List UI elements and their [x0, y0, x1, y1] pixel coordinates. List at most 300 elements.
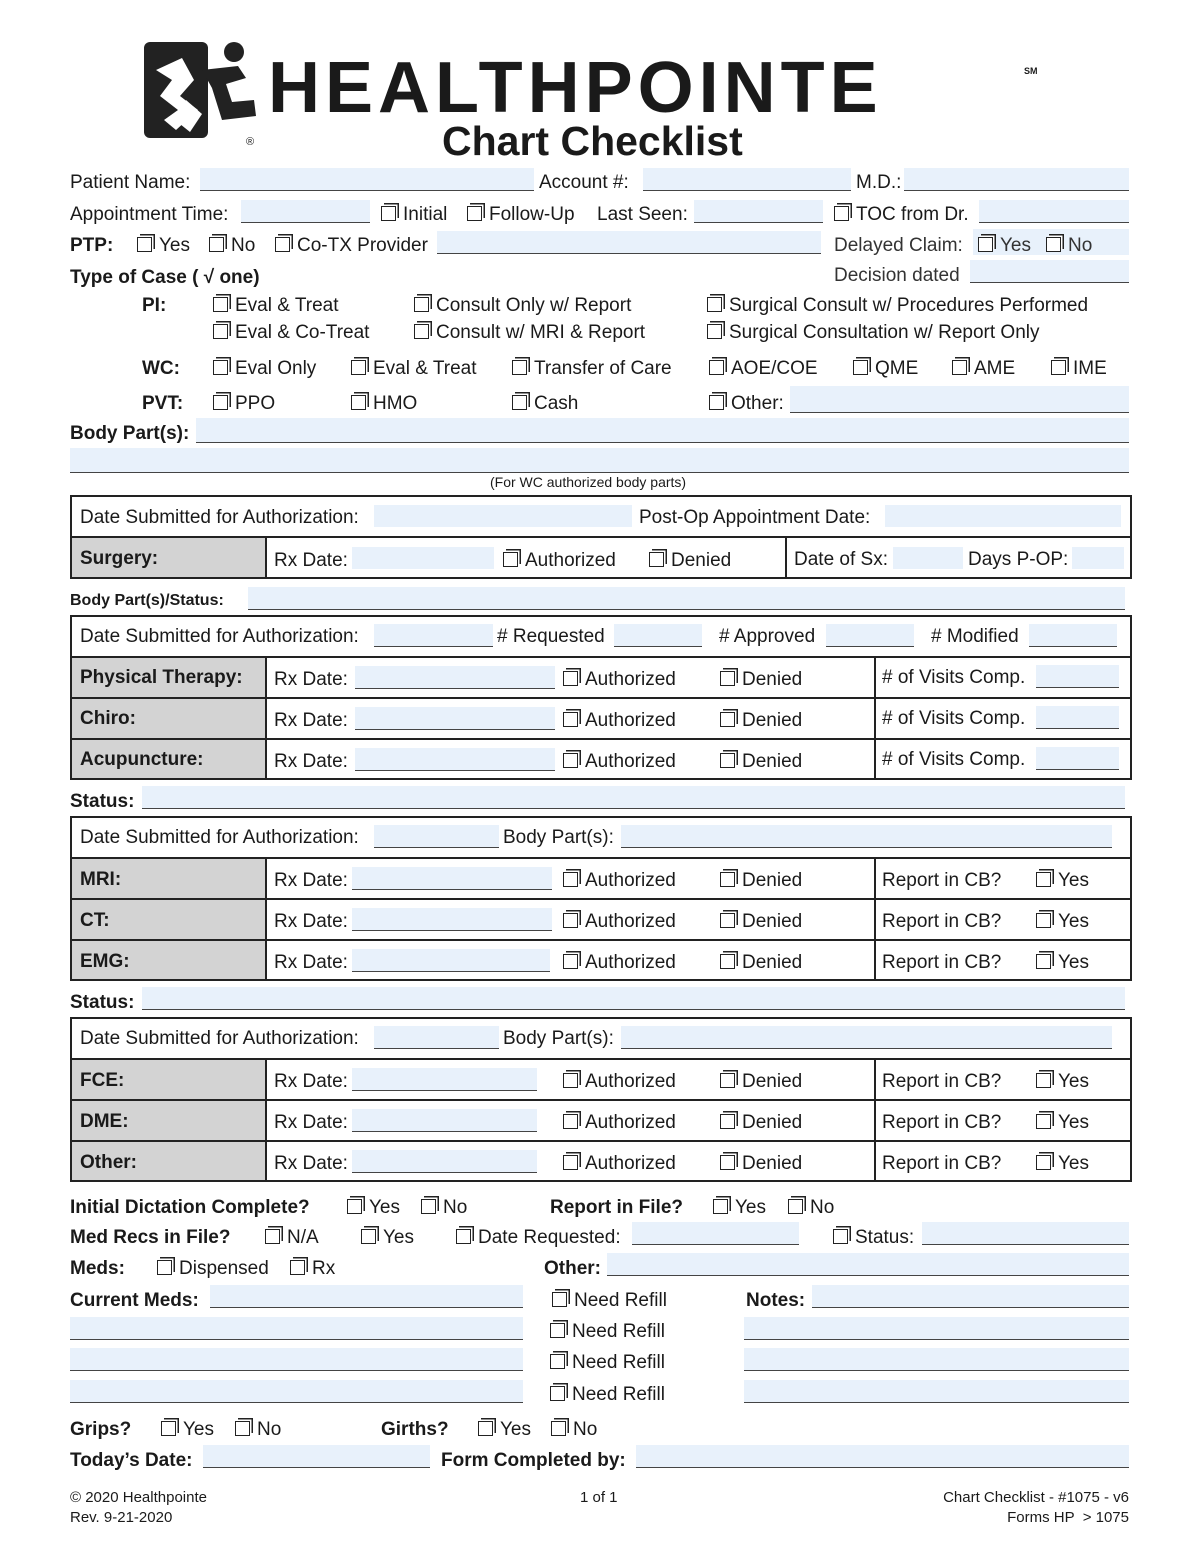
last-seen-label: Last Seen:	[597, 204, 688, 225]
option-label: Authorized	[585, 911, 676, 932]
option-label: Denied	[742, 1112, 803, 1133]
pt-rx-date-field[interactable]	[355, 666, 555, 689]
toc-label: TOC from Dr.	[856, 204, 969, 225]
checkbox-icon	[512, 395, 527, 410]
other-body-parts-field[interactable]	[621, 1026, 1112, 1049]
imaging-body-parts-field[interactable]	[621, 825, 1112, 848]
rx-date-label: Rx Date:	[274, 1153, 348, 1174]
option-label: Denied	[742, 870, 803, 891]
option-label: Yes	[1058, 870, 1089, 891]
mri-rx-date-field[interactable]	[352, 867, 552, 890]
wc-eval-only-checkbox[interactable]	[213, 358, 316, 380]
option-label: Eval & Co-Treat	[235, 322, 370, 343]
acu-authorized-checkbox[interactable]	[563, 751, 676, 773]
no-label: No	[1068, 235, 1093, 256]
option-label: Dispensed	[179, 1258, 269, 1279]
option-label: Yes	[1058, 952, 1089, 973]
option-label: Consult Only w/ Report	[436, 295, 632, 316]
current-meds-field-4[interactable]	[70, 1380, 523, 1403]
therapy-date-submitted-field[interactable]	[374, 624, 493, 647]
option-label: Eval Only	[235, 358, 317, 379]
patient-name-field[interactable]	[200, 168, 534, 191]
option-label: Authorized	[525, 550, 616, 571]
divider	[265, 537, 267, 578]
fce-label: FCE:	[80, 1070, 125, 1091]
page-title: Chart Checklist	[442, 118, 743, 164]
rx-date-label: Rx Date:	[274, 911, 348, 932]
need-refill-checkbox-3[interactable]	[550, 1352, 665, 1374]
body-parts-note: (For WC authorized body parts)	[490, 474, 687, 490]
checkbox-icon	[707, 297, 722, 312]
checkbox-icon	[720, 872, 735, 887]
dme-report-label: Report in CB?	[882, 1112, 1002, 1133]
checkbox-icon	[137, 237, 152, 252]
other-denied-checkbox[interactable]	[720, 1153, 802, 1175]
checkbox-icon	[552, 1292, 567, 1307]
checkbox-icon	[563, 913, 578, 928]
checkbox-icon	[478, 1421, 493, 1436]
need-refill-checkbox-2[interactable]	[550, 1321, 665, 1343]
days-pop-label: Days P-OP:	[968, 549, 1069, 570]
pvt-cash-checkbox[interactable]	[512, 393, 578, 415]
notes-field-2[interactable]	[744, 1317, 1129, 1340]
option-label: Consult w/ MRI & Report	[436, 322, 646, 343]
need-refill-checkbox-4[interactable]	[550, 1384, 665, 1406]
wc-qme-checkbox[interactable]	[853, 358, 918, 380]
initial-dictation-label: Initial Dictation Complete?	[70, 1197, 310, 1218]
checkbox-icon	[563, 753, 578, 768]
appointment-time-label: Appointment Time:	[70, 204, 229, 225]
checkbox-icon	[720, 1073, 735, 1088]
option-label: Denied	[742, 669, 803, 690]
checkbox-icon	[707, 324, 722, 339]
decision-dated-field[interactable]	[970, 260, 1129, 283]
girths-no-checkbox[interactable]	[551, 1419, 597, 1441]
form-completed-label: Form Completed by:	[441, 1450, 626, 1471]
yes-label: Yes	[1000, 235, 1031, 256]
imaging-date-submitted-label: Date Submitted for Authorization:	[80, 827, 359, 848]
wc-eval-treat-checkbox[interactable]	[351, 358, 477, 380]
rx-date-label: Rx Date:	[274, 710, 348, 731]
pi-eval-cotreat-checkbox[interactable]	[213, 322, 369, 344]
girths-yes-checkbox[interactable]	[478, 1419, 531, 1441]
option-label: No	[443, 1197, 468, 1218]
checkbox-icon	[952, 360, 967, 375]
fce-report-yes-checkbox[interactable]	[1036, 1071, 1089, 1093]
checkbox-icon	[551, 1421, 566, 1436]
checkbox-icon	[421, 1199, 436, 1214]
checkbox-icon	[720, 1114, 735, 1129]
emg-report-yes-checkbox[interactable]	[1036, 952, 1089, 974]
checkbox-icon	[213, 297, 228, 312]
grips-label: Grips?	[70, 1419, 132, 1440]
checkbox-icon	[563, 954, 578, 969]
option-label: Yes	[1058, 1071, 1089, 1092]
checkbox-icon	[563, 671, 578, 686]
dme-authorized-checkbox[interactable]	[563, 1112, 676, 1134]
footer-forms: Forms HP > 1075	[1007, 1509, 1129, 1526]
current-meds-field-1[interactable]	[210, 1285, 523, 1308]
surgery-date-submitted-field[interactable]	[374, 505, 632, 527]
todays-date-field[interactable]	[203, 1445, 430, 1468]
logo	[142, 40, 258, 142]
body-parts-status-field[interactable]	[248, 587, 1125, 610]
surgery-denied-checkbox[interactable]	[649, 550, 731, 572]
checkbox-icon	[209, 237, 224, 252]
notes-field-4[interactable]	[744, 1380, 1129, 1403]
dispensed-checkbox[interactable]	[157, 1258, 269, 1280]
dme-label: DME:	[80, 1111, 129, 1132]
pi-surgical-procedures-checkbox[interactable]	[707, 295, 1088, 317]
option-label: Yes	[1058, 1153, 1089, 1174]
imaging-date-submitted-field[interactable]	[374, 825, 499, 848]
divider	[874, 1059, 876, 1181]
option-label: No	[810, 1197, 835, 1218]
therapy-status-field[interactable]	[142, 786, 1125, 809]
rx-date-label: Rx Date:	[274, 1071, 348, 1092]
ct-authorized-checkbox[interactable]	[563, 911, 676, 933]
other-date-submitted-field[interactable]	[374, 1026, 499, 1049]
imaging-status-field[interactable]	[142, 987, 1125, 1010]
option-label: Authorized	[585, 751, 676, 772]
option-label: Date Requested:	[478, 1227, 621, 1248]
appointment-time-field[interactable]	[241, 200, 370, 223]
option-label: Denied	[742, 952, 803, 973]
delayed-no-checkbox[interactable]	[1046, 235, 1092, 257]
divider	[70, 697, 266, 699]
option-label: Surgical Consult w/ Procedures Performed	[729, 295, 1089, 316]
pt-visits-field[interactable]	[1036, 665, 1119, 688]
post-op-field[interactable]	[885, 505, 1121, 527]
checkbox-icon	[709, 360, 724, 375]
checkbox-icon	[503, 552, 518, 567]
mri-authorized-checkbox[interactable]	[563, 870, 676, 892]
option-label: No	[257, 1419, 282, 1440]
date-sx-field[interactable]	[893, 547, 963, 569]
ct-report-yes-checkbox[interactable]	[1036, 911, 1089, 933]
checkbox-icon	[512, 360, 527, 375]
checkbox-icon	[563, 1155, 578, 1170]
ptp-no-checkbox[interactable]	[209, 235, 255, 257]
checkbox-icon	[834, 206, 849, 221]
other-field[interactable]	[607, 1253, 1129, 1276]
pi-eval-treat-checkbox[interactable]	[213, 295, 339, 317]
option-label: Rx	[312, 1258, 336, 1279]
ptp-label: PTP:	[70, 235, 114, 256]
option-label: Eval & Treat	[235, 295, 339, 316]
divider	[265, 858, 267, 980]
chiro-rx-date-field[interactable]	[355, 707, 555, 730]
med-recs-status-field[interactable]	[922, 1222, 1129, 1245]
current-meds-field-2[interactable]	[70, 1317, 523, 1340]
dme-rx-date-field[interactable]	[352, 1109, 537, 1132]
checkbox-icon	[265, 1229, 280, 1244]
modified-field[interactable]	[1029, 624, 1117, 647]
divider	[70, 939, 266, 941]
logo-figure-icon	[142, 40, 258, 142]
option-label: Yes	[1058, 911, 1089, 932]
rx-date-label: Rx Date:	[274, 952, 348, 973]
wc-aoe-coe-checkbox[interactable]	[709, 358, 818, 380]
date-requested-checkbox[interactable]	[456, 1227, 621, 1249]
acu-denied-checkbox[interactable]	[720, 751, 802, 773]
option-label: Denied	[742, 751, 803, 772]
account-label: Account #:	[539, 172, 629, 193]
checkbox-icon	[351, 395, 366, 410]
fce-rx-date-field[interactable]	[352, 1068, 537, 1091]
notes-field-3[interactable]	[744, 1348, 1129, 1371]
option-label: HMO	[373, 393, 418, 414]
checkbox-icon	[456, 1229, 471, 1244]
fce-report-label: Report in CB?	[882, 1071, 1002, 1092]
checkbox-icon	[414, 297, 429, 312]
emg-denied-checkbox[interactable]	[720, 952, 802, 974]
med-recs-yes-checkbox[interactable]	[361, 1227, 414, 1249]
checkbox-icon	[213, 395, 228, 410]
surgery-rx-date-label: Rx Date:	[274, 550, 348, 571]
cotx-checkbox[interactable]	[275, 235, 428, 257]
grips-yes-checkbox[interactable]	[161, 1419, 214, 1441]
wc-ame-checkbox[interactable]	[952, 358, 1015, 380]
pi-surgical-report-checkbox[interactable]	[707, 322, 1039, 344]
emg-report-label: Report in CB?	[882, 952, 1002, 973]
checkbox-icon	[1036, 913, 1051, 928]
md-label: M.D.:	[856, 172, 902, 193]
option-label: Denied	[671, 550, 732, 571]
other-report-label: Report in CB?	[882, 1153, 1002, 1174]
ct-denied-checkbox[interactable]	[720, 911, 802, 933]
option-label: Cash	[534, 393, 579, 414]
checkbox-icon	[853, 360, 868, 375]
pvt-other-field[interactable]	[790, 386, 1129, 413]
status-checkbox[interactable]	[833, 1227, 914, 1249]
checkbox-icon	[351, 360, 366, 375]
divider	[70, 1099, 266, 1101]
follow-up-checkbox[interactable]	[467, 204, 575, 226]
checkbox-icon	[563, 872, 578, 887]
requested-label: # Requested	[497, 626, 605, 647]
checkbox-icon	[713, 1199, 728, 1214]
report-yes-checkbox[interactable]	[713, 1197, 766, 1219]
checkbox-icon	[1036, 872, 1051, 887]
checkbox-icon	[1036, 1073, 1051, 1088]
divider	[70, 738, 266, 740]
form-completed-field[interactable]	[636, 1445, 1129, 1468]
wc-transfer-checkbox[interactable]	[512, 358, 672, 380]
option-label: AOE/COE	[731, 358, 818, 379]
checkbox-icon	[157, 1260, 172, 1275]
pvt-label: PVT:	[142, 393, 184, 414]
option-label: Denied	[742, 1071, 803, 1092]
checkbox-icon	[347, 1199, 362, 1214]
pt-visits-label: # of Visits Comp.	[882, 667, 1026, 688]
fce-authorized-checkbox[interactable]	[563, 1071, 676, 1093]
surgery-authorized-checkbox[interactable]	[503, 550, 616, 572]
dme-report-yes-checkbox[interactable]	[1036, 1112, 1089, 1134]
mri-label: MRI:	[80, 869, 122, 890]
therapy-date-submitted-label: Date Submitted for Authorization:	[80, 626, 359, 647]
rx-date-label: Rx Date:	[274, 751, 348, 772]
option-label: Yes	[500, 1419, 531, 1440]
acu-visits-field[interactable]	[1036, 747, 1119, 770]
dme-denied-checkbox[interactable]	[720, 1112, 802, 1134]
option-label: Transfer of Care	[534, 358, 672, 379]
checkbox-icon	[720, 1155, 735, 1170]
delayed-yes-checkbox[interactable]	[978, 235, 1031, 257]
report-no-checkbox[interactable]	[788, 1197, 834, 1219]
initial-checkbox[interactable]	[381, 204, 447, 226]
ct-rx-date-field[interactable]	[352, 908, 552, 931]
option-label: Need Refill	[572, 1321, 665, 1342]
mri-report-yes-checkbox[interactable]	[1036, 870, 1089, 892]
med-recs-label: Med Recs in File?	[70, 1227, 231, 1248]
divider	[70, 898, 266, 900]
status-label: Status:	[70, 791, 135, 812]
service-mark: SM	[1024, 66, 1038, 76]
checkbox-icon	[563, 1073, 578, 1088]
md-field[interactable]	[904, 168, 1129, 191]
divider	[265, 1059, 267, 1181]
grips-no-checkbox[interactable]	[235, 1419, 281, 1441]
pvt-ppo-checkbox[interactable]	[213, 393, 275, 415]
ct-report-label: Report in CB?	[882, 911, 1002, 932]
body-parts-field-2[interactable]	[70, 448, 1129, 473]
body-parts-field[interactable]	[196, 418, 1129, 443]
toc-checkbox[interactable]	[834, 204, 969, 226]
notes-label: Notes:	[746, 1290, 806, 1311]
checkbox-icon	[563, 1114, 578, 1129]
checkbox-icon	[290, 1260, 305, 1275]
option-label: Status:	[855, 1227, 915, 1248]
pi-consult-only-checkbox[interactable]	[414, 295, 631, 317]
ptp-yes-checkbox[interactable]	[137, 235, 190, 257]
pvt-hmo-checkbox[interactable]	[351, 393, 417, 415]
current-meds-field-3[interactable]	[70, 1348, 523, 1371]
checkbox-icon	[720, 712, 735, 727]
approved-field[interactable]	[826, 624, 914, 647]
option-label: AME	[974, 358, 1016, 379]
med-recs-na-checkbox[interactable]	[265, 1227, 319, 1249]
date-requested-field[interactable]	[632, 1222, 799, 1245]
checkbox-icon	[550, 1323, 565, 1338]
post-op-label: Post-Op Appointment Date:	[639, 507, 871, 528]
ct-label: CT:	[80, 910, 110, 931]
option-label: Other:	[731, 393, 784, 414]
notes-field-1[interactable]	[812, 1285, 1129, 1308]
option-label: Denied	[742, 911, 803, 932]
mri-report-label: Report in CB?	[882, 870, 1002, 891]
footer-page: 1 of 1	[580, 1489, 618, 1506]
yes-label: Yes	[159, 235, 190, 256]
other-rx-date-field[interactable]	[352, 1150, 537, 1173]
option-label: Yes	[183, 1419, 214, 1440]
checkbox-icon	[563, 712, 578, 727]
delayed-claim-label: Delayed Claim:	[834, 235, 963, 256]
fce-denied-checkbox[interactable]	[720, 1071, 802, 1093]
divider	[70, 1140, 266, 1142]
follow-up-label: Follow-Up	[489, 204, 575, 225]
option-label: QME	[875, 358, 919, 379]
acu-rx-date-field[interactable]	[355, 748, 555, 771]
decision-dated-label: Decision dated	[834, 265, 960, 286]
last-seen-field[interactable]	[694, 200, 823, 223]
toc-field[interactable]	[979, 200, 1129, 223]
no-label: No	[231, 235, 256, 256]
mri-denied-checkbox[interactable]	[720, 870, 802, 892]
meds-label: Meds:	[70, 1258, 125, 1279]
checkbox-icon	[720, 671, 735, 686]
divider	[874, 657, 876, 779]
body-parts-status-label: Body Part(s)/Status:	[70, 592, 224, 609]
report-in-file-label: Report in File?	[550, 1197, 683, 1218]
option-label: Surgical Consultation w/ Report Only	[729, 322, 1040, 343]
pt-authorized-checkbox[interactable]	[563, 669, 676, 691]
chiro-authorized-checkbox[interactable]	[563, 710, 676, 732]
option-label: PPO	[235, 393, 276, 414]
other-date-submitted-label: Date Submitted for Authorization:	[80, 1028, 359, 1049]
type-of-case-label: Type of Case ( √ one)	[70, 267, 260, 288]
option-label: Authorized	[585, 1153, 676, 1174]
option-label: N/A	[287, 1227, 319, 1248]
checkbox-icon	[720, 753, 735, 768]
emg-authorized-checkbox[interactable]	[563, 952, 676, 974]
option-label: Yes	[369, 1197, 400, 1218]
footer-rev: Rev. 9-21-2020	[70, 1509, 173, 1526]
need-refill-checkbox-1[interactable]	[552, 1290, 667, 1312]
days-pop-field[interactable]	[1072, 547, 1124, 569]
pt-denied-checkbox[interactable]	[720, 669, 802, 691]
imaging-body-parts-label: Body Part(s):	[503, 827, 614, 848]
checkbox-icon	[235, 1421, 250, 1436]
rx-date-label: Rx Date:	[274, 870, 348, 891]
option-label: Yes	[1058, 1112, 1089, 1133]
brand-name: HEALTHPOINTE	[268, 48, 883, 128]
pi-consult-mri-checkbox[interactable]	[414, 322, 645, 344]
meds-rx-checkbox[interactable]	[290, 1258, 335, 1280]
dictation-yes-checkbox[interactable]	[347, 1197, 400, 1219]
chiro-visits-field[interactable]	[1036, 706, 1119, 729]
cotx-label: Co-TX Provider	[297, 235, 428, 256]
wc-ime-checkbox[interactable]	[1051, 358, 1107, 380]
other-report-yes-checkbox[interactable]	[1036, 1153, 1089, 1175]
modified-label: # Modified	[931, 626, 1019, 647]
checkbox-icon	[720, 954, 735, 969]
emg-rx-date-field[interactable]	[352, 949, 550, 972]
checkbox-icon	[213, 324, 228, 339]
checkbox-icon	[720, 913, 735, 928]
cotx-provider-field[interactable]	[437, 231, 821, 254]
chiro-visits-label: # of Visits Comp.	[882, 708, 1026, 729]
surgery-rx-date-field[interactable]	[352, 547, 494, 569]
option-label: Yes	[383, 1227, 414, 1248]
other-body-parts-label: Body Part(s):	[503, 1028, 614, 1049]
checkbox-icon	[1036, 954, 1051, 969]
checkbox-icon	[1051, 360, 1066, 375]
checkbox-icon	[1046, 237, 1061, 252]
chiro-denied-checkbox[interactable]	[720, 710, 802, 732]
checkbox-icon	[275, 237, 290, 252]
checkbox-icon	[467, 206, 482, 221]
girths-label: Girths?	[381, 1419, 449, 1440]
requested-field[interactable]	[614, 624, 702, 647]
dictation-no-checkbox[interactable]	[421, 1197, 467, 1219]
checkbox-icon	[550, 1354, 565, 1369]
other-authorized-checkbox[interactable]	[563, 1153, 676, 1175]
divider	[785, 537, 787, 578]
option-label: Need Refill	[572, 1384, 665, 1405]
account-field[interactable]	[643, 168, 851, 191]
pvt-other-checkbox[interactable]	[709, 393, 784, 415]
